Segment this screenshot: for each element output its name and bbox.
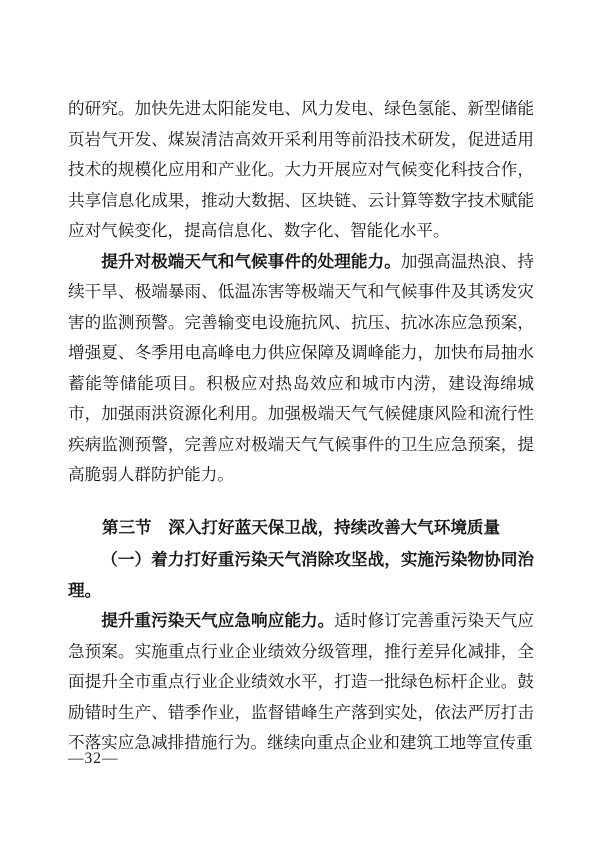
subsection-heading xyxy=(68,545,534,606)
paragraph-text: 加强高温热浪、持续干旱、极端暴雨、低温冻害等极端天气和气候事件及其诱发灾害的监测预警。完善输变电设施抗风、抗压、抗冰冻应急预案，增强夏、冬季用电高峰电力供应保障及调峰能力，加快布局抽水蓄能等储能项目。积极应对热岛效应和城市内涝，建设海绵城市，加强雨洪资源化利用。加强极端天气气候健康风险和流行性疾病监测预警，完善应对极端天气气候事件的卫生应急预案，提高脆弱人群防护能力。 xyxy=(68,251,535,484)
paragraph-extreme-weather xyxy=(68,247,534,491)
paragraph-text: 适时修订完善重污染天气应急预案。实施重点行业企业绩效分级管理，推行差异化减排，全面提升全市重点行业企业绩效水平，打造一批绿色标杆企业。鼓励错时生产、错季作业，监督错峰生产落到实处，依法严厉打击不落实应急减排措施行为。继续向重点企业和建筑工地等宣传重 xyxy=(68,611,535,752)
paragraph-lead-sentence: 提升对极端天气和气候事件的处理能力。 xyxy=(101,251,401,271)
paragraph-climate-tech xyxy=(68,94,534,247)
page-number: —32— xyxy=(68,750,119,767)
section-heading: 第三节 深入打好蓝天保卫战，持续改善大气环境质量 xyxy=(101,517,501,537)
subsection-heading-text: （一）着力打好重污染天气消除攻坚战，实施污染物协同治理。 xyxy=(68,550,534,600)
paragraph-text: 的研究。加快先进太阳能发电、风力发电、绿色氢能、新型储能页岩气开发、煤炭清洁高效开采利用等前沿技术研发，促进适用技术的规模化应用和产业化。大力开展应对气候变化科技合作，共享信息化成果，推动大数据、区块链、云计算等数字技术赋能应对气候变化，提高信息化、数字化、智能化水平。 xyxy=(68,99,534,240)
document-body xyxy=(68,94,534,759)
paragraph-lead-sentence: 提升重污染天气应急响应能力。 xyxy=(101,611,335,630)
paragraph-heavy-pollution xyxy=(68,606,534,759)
